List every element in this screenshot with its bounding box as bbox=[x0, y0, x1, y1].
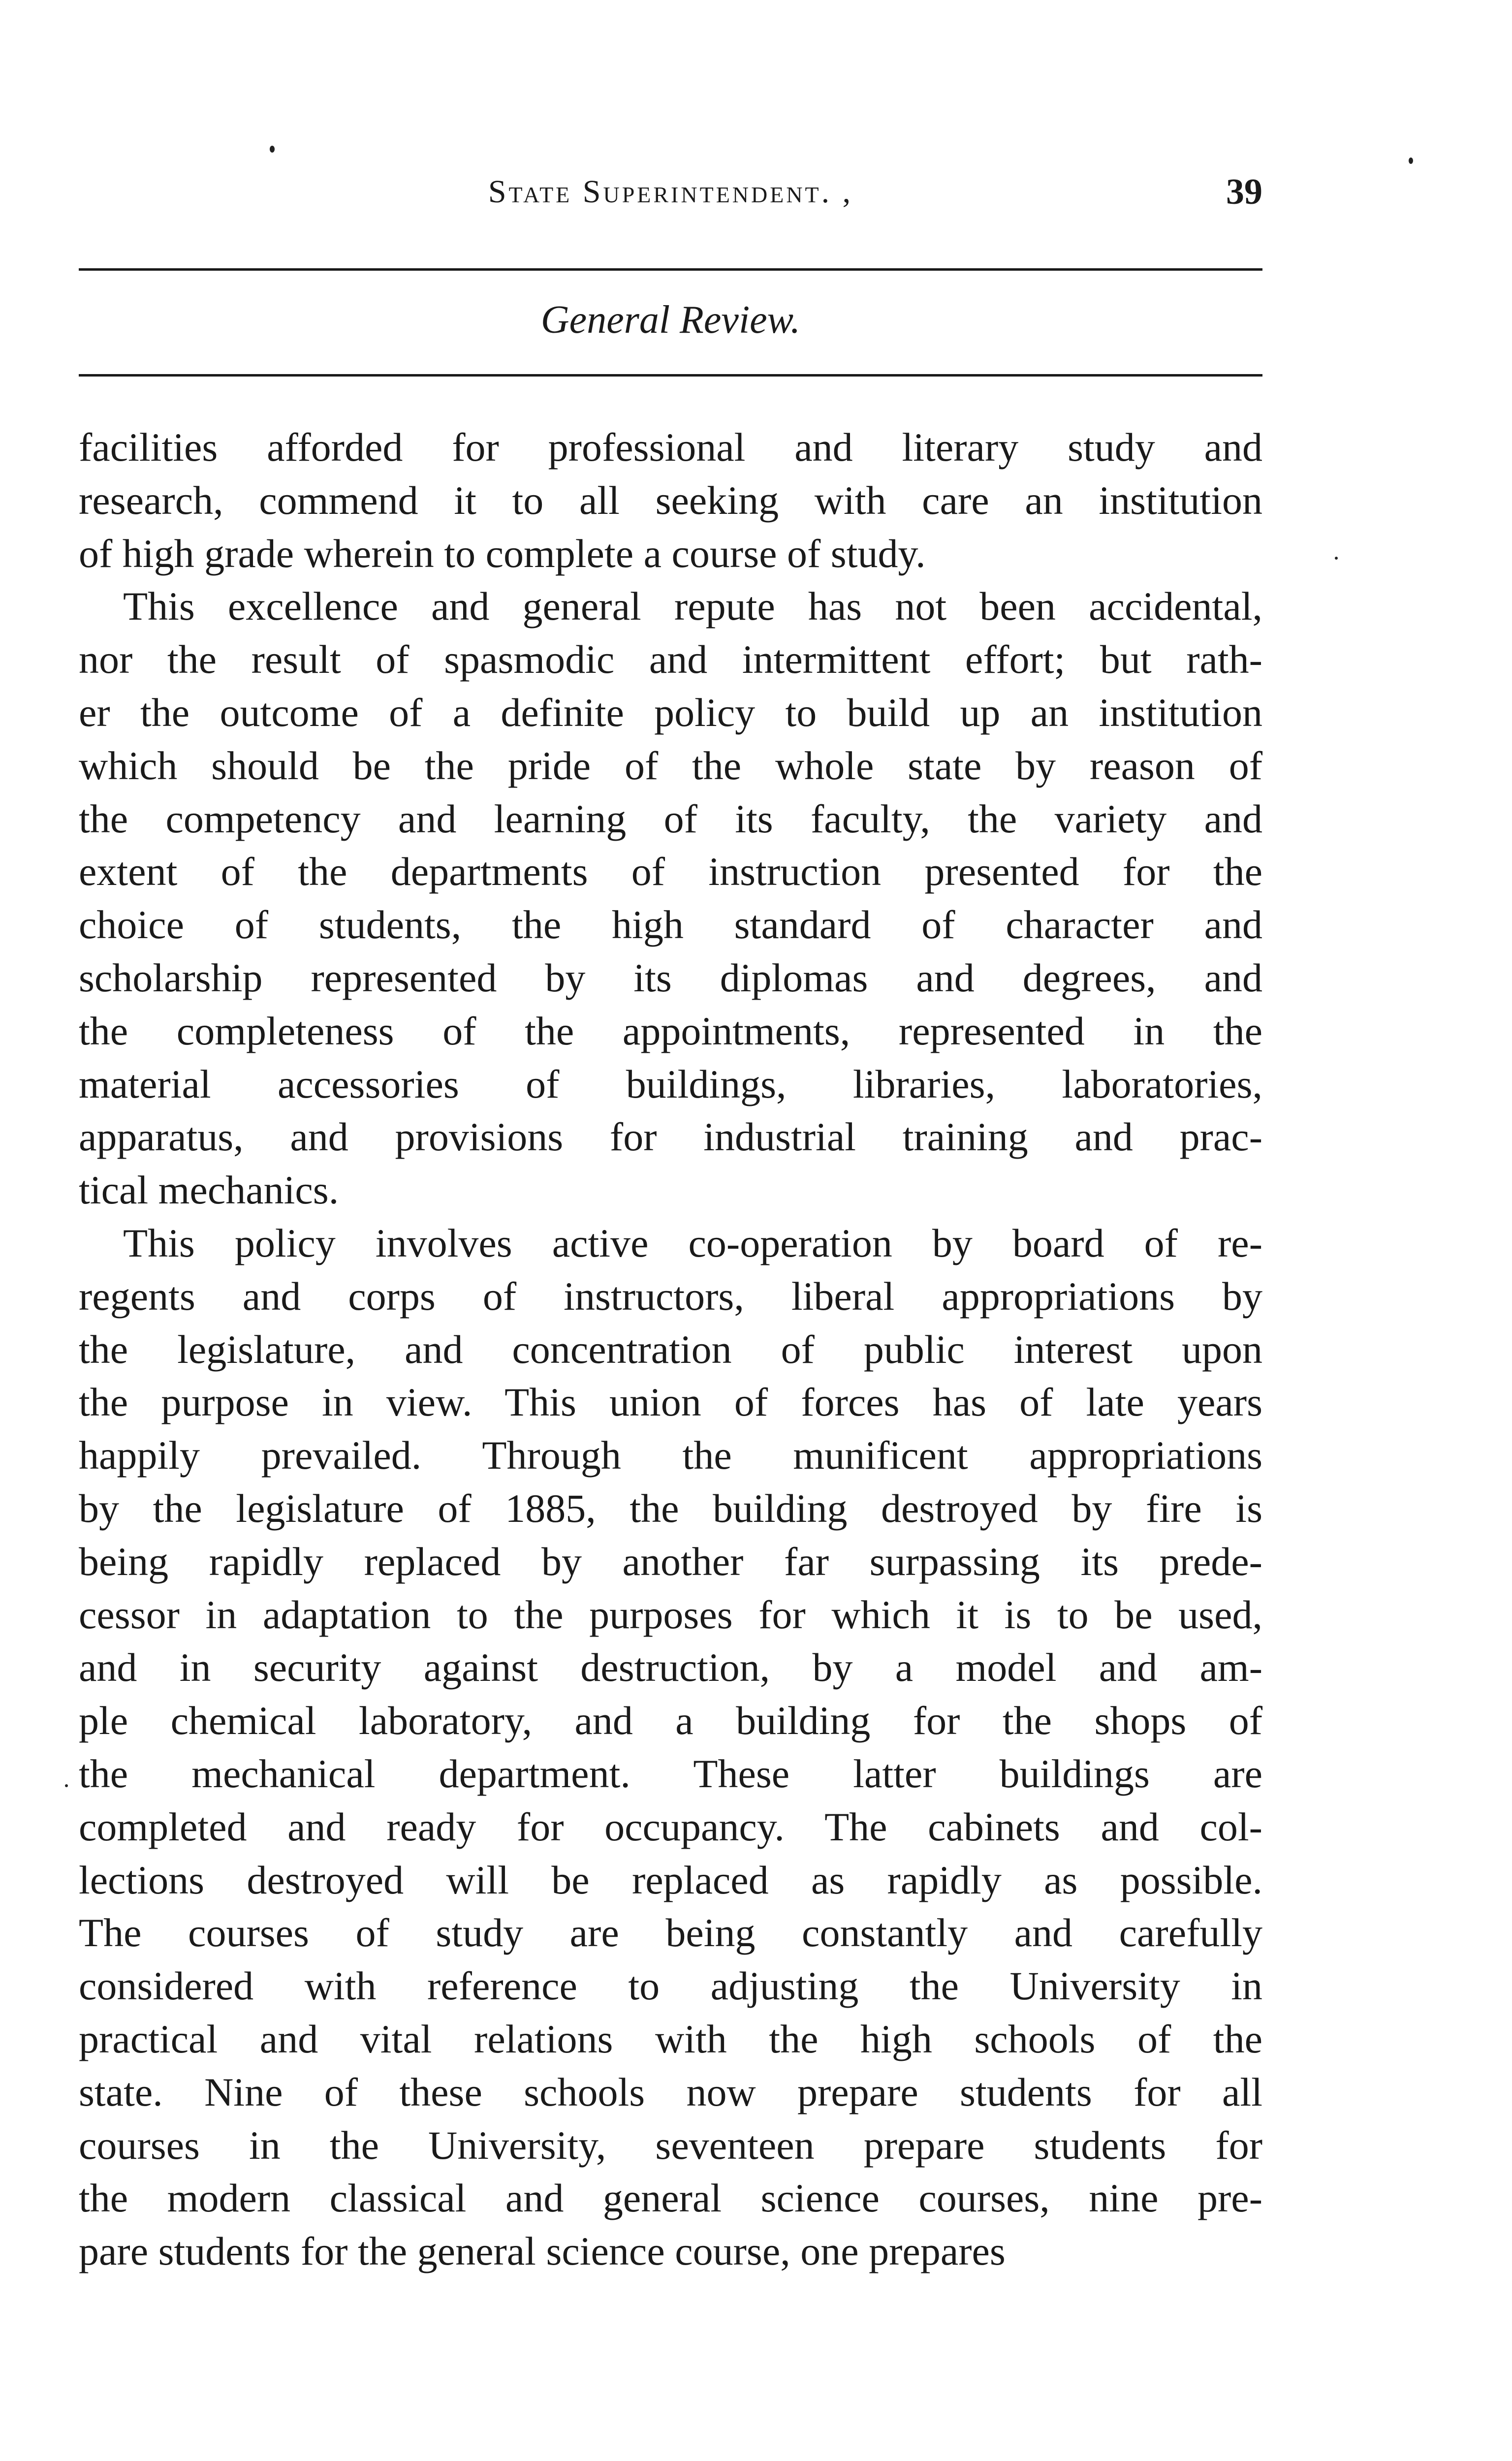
text-line: regents and corps of instructors, liberal appropriations by bbox=[79, 1273, 1262, 1319]
text-line: apparatus, and provisions for industrial training and prac- bbox=[79, 1114, 1262, 1160]
section-title: General Review. bbox=[540, 298, 801, 342]
ink-speck bbox=[1409, 158, 1413, 164]
text-line: material accessories of buildings, libraries, laboratories, bbox=[79, 1061, 1262, 1106]
header-rule-top bbox=[79, 268, 1262, 271]
text-line: the competency and learning of its faculty, the variety and bbox=[79, 796, 1262, 841]
ink-speck bbox=[270, 146, 275, 153]
text-line: This excellence and general repute has not been accidental, bbox=[123, 584, 1262, 629]
text-line: and in security against destruction, by a model and am- bbox=[79, 1645, 1262, 1690]
paragraph bbox=[79, 421, 1262, 580]
text-line: choice of students, the high standard of character and bbox=[79, 902, 1262, 947]
text-line: scholarship represented by its diplomas and degrees, and bbox=[79, 955, 1262, 1000]
page-number: 39 bbox=[1226, 172, 1262, 212]
text-line: research, commend it to all seeking with care an institution bbox=[79, 477, 1262, 523]
ink-speck bbox=[65, 1784, 68, 1787]
paragraph bbox=[79, 580, 1262, 1217]
body-text bbox=[79, 421, 1262, 2278]
header-rule-bottom bbox=[79, 374, 1262, 377]
text-line: the mechanical department. These latter buildings are bbox=[79, 1751, 1262, 1796]
text-line: being rapidly replaced by another far surpassing its prede- bbox=[79, 1539, 1262, 1584]
text-line: nor the result of spasmodic and intermittent effort; but rath- bbox=[79, 637, 1262, 682]
text-line: considered with reference to adjusting the University in bbox=[79, 1963, 1262, 2009]
text-line: state. Nine of these schools now prepare students for all bbox=[79, 2069, 1262, 2114]
text-line: the legislature, and concentration of public interest upon bbox=[79, 1326, 1262, 1372]
text-line: of high grade wherein to complete a course of study. bbox=[79, 531, 926, 576]
ink-speck bbox=[1335, 557, 1338, 560]
paragraph bbox=[79, 1217, 1262, 2278]
text-line: courses in the University, seventeen prepare students for bbox=[79, 2122, 1262, 2168]
text-line: the purpose in view. This union of forces has of late years bbox=[79, 1380, 1262, 1425]
text-line: the modern classical and general science courses, nine pre- bbox=[79, 2176, 1262, 2221]
text-line: practical and vital relations with the high schools of the bbox=[79, 2016, 1262, 2061]
running-head bbox=[79, 165, 1262, 219]
text-line: cessor in adaptation to the purposes for which it is to be used, bbox=[79, 1592, 1262, 1637]
text-line: happily prevailed. Through the munificent appropriations bbox=[79, 1433, 1262, 1478]
running-title: State Superintendent. , bbox=[488, 174, 853, 210]
text-line: completed and ready for occupancy. The cabinets and col- bbox=[79, 1804, 1262, 1849]
text-line: lections destroyed will be replaced as rapidly as possible. bbox=[79, 1857, 1262, 1902]
text-line: tical mechanics. bbox=[79, 1167, 339, 1213]
text-line: by the legislature of 1885, the building destroyed by fire is bbox=[79, 1485, 1262, 1531]
text-line: ple chemical laboratory, and a building for the shops of bbox=[79, 1698, 1262, 1743]
text-line: facilities afforded for professional and literary study and bbox=[79, 425, 1262, 470]
text-line: which should be the pride of the whole state by reason of bbox=[79, 743, 1262, 788]
text-line: This policy involves active co-operation by board of re- bbox=[123, 1220, 1262, 1265]
text-line: pare students for the general science course, one prepares bbox=[79, 2229, 1006, 2274]
text-line: The courses of study are being constantly and carefully bbox=[79, 1910, 1262, 1956]
text-line: extent of the departments of instruction presented for the bbox=[79, 849, 1262, 894]
text-line: the completeness of the appointments, represented in the bbox=[79, 1008, 1262, 1053]
text-line: er the outcome of a definite policy to build up an institution bbox=[79, 690, 1262, 735]
